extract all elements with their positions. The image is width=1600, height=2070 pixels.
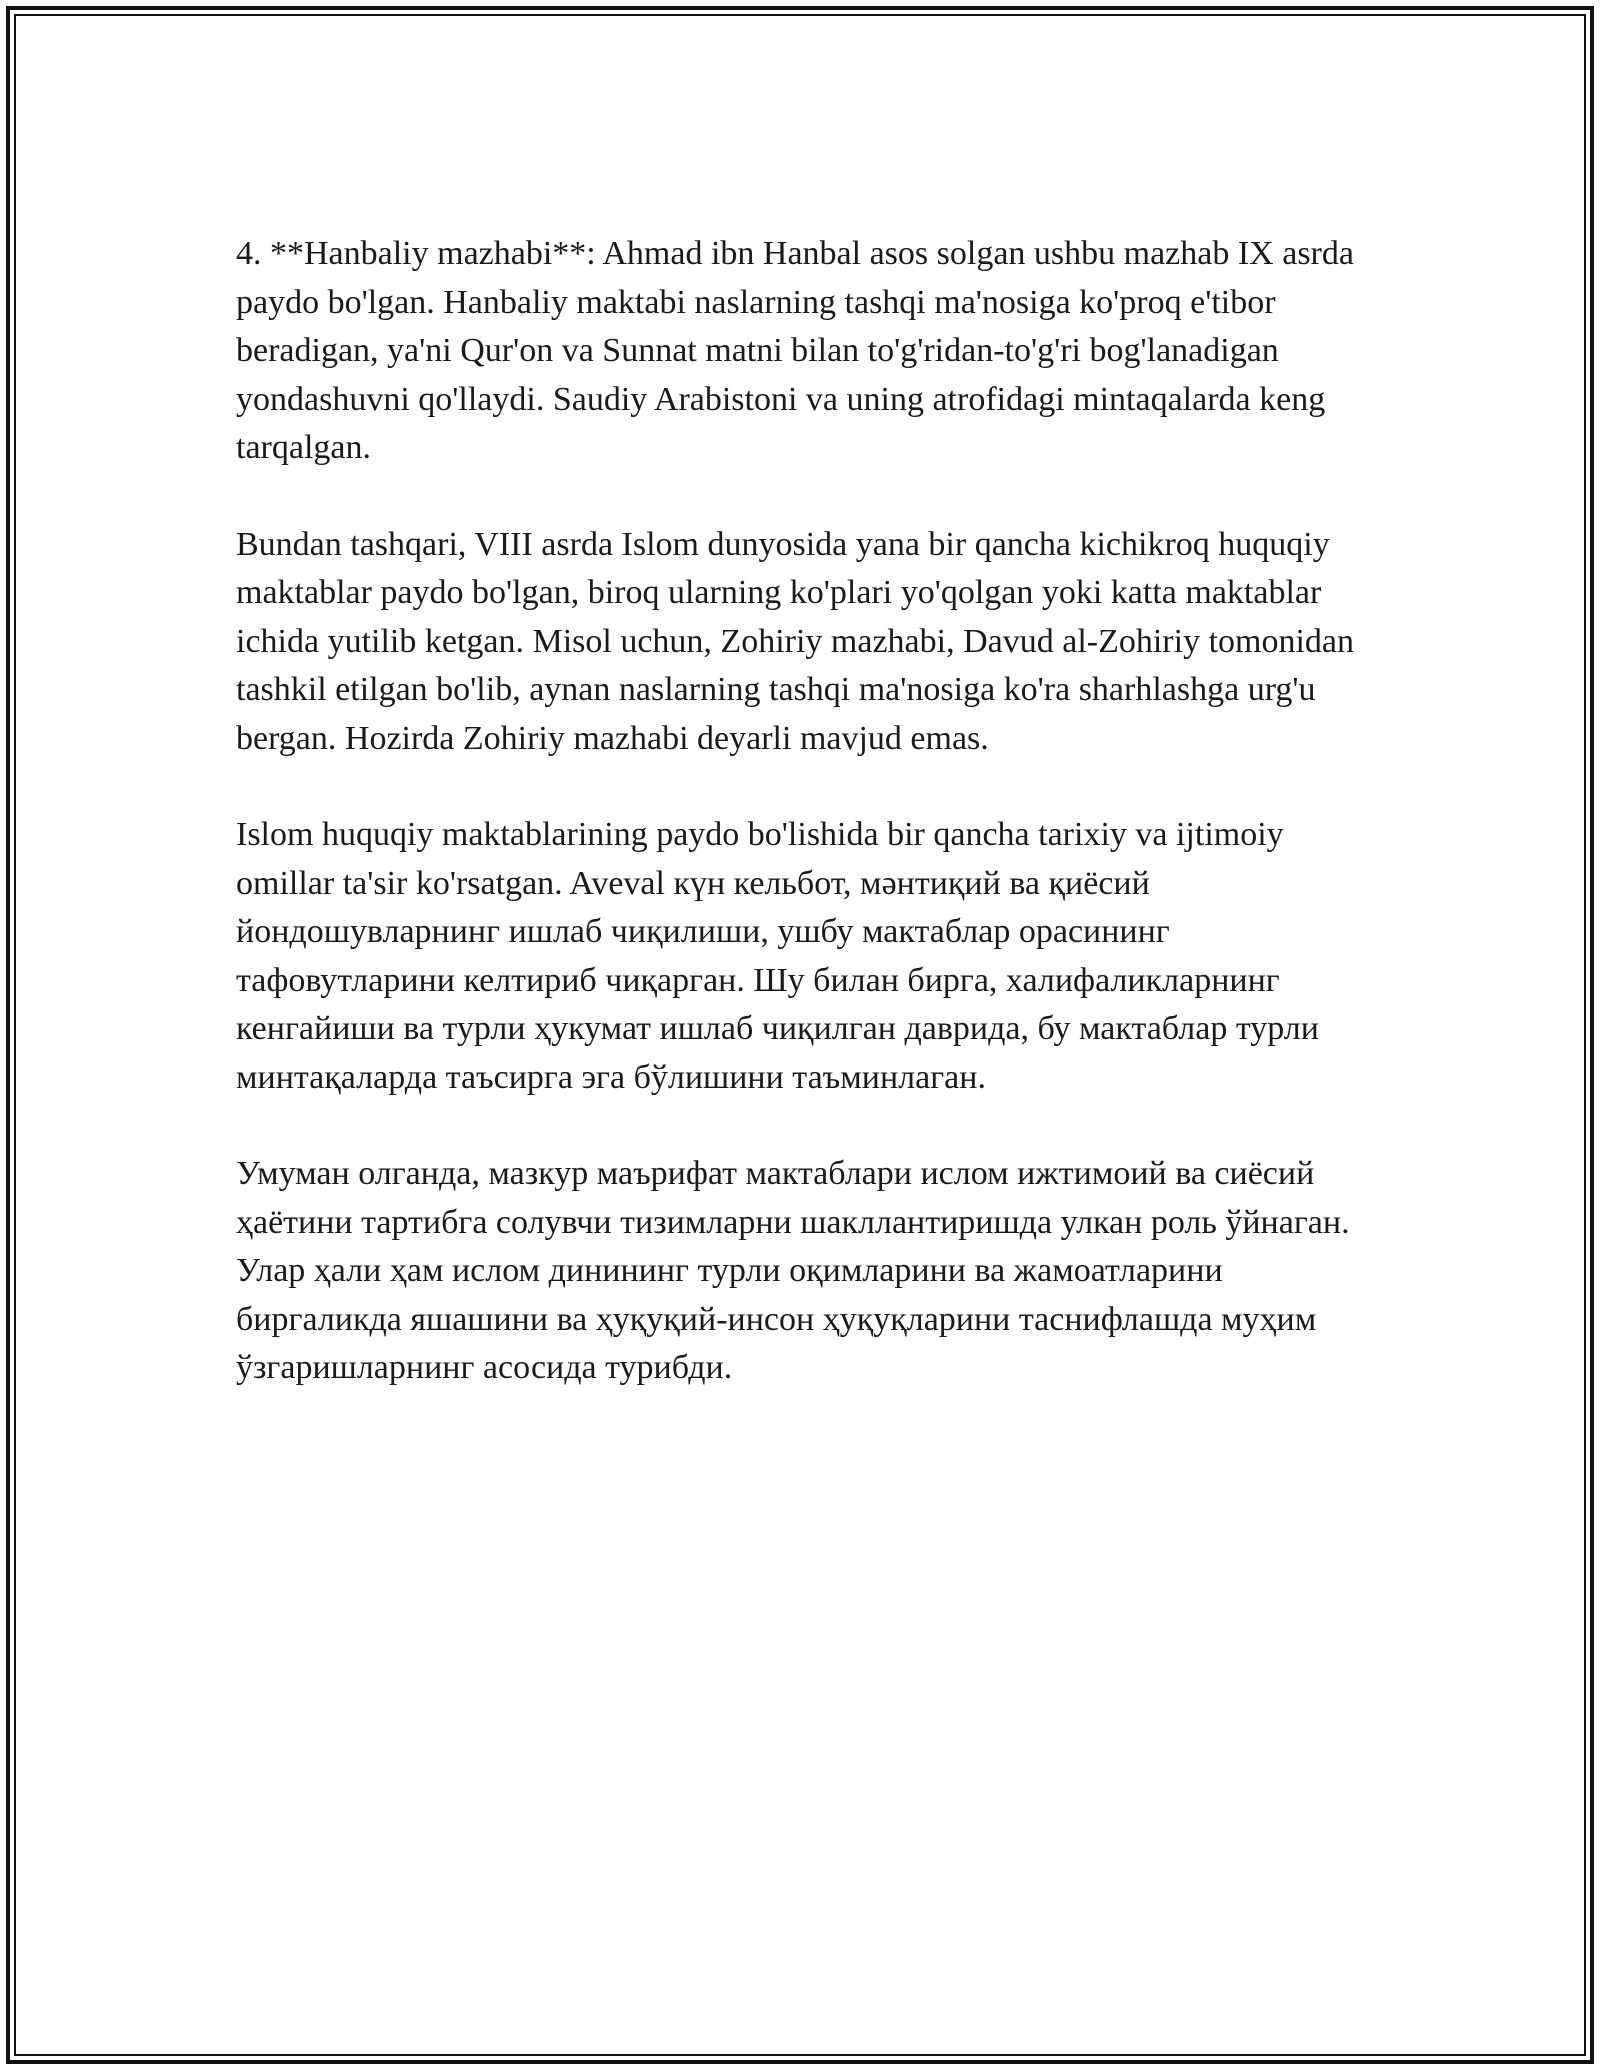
paragraph-hanbali: 4. **Hanbaliy mazhabi**: Ahmad ibn Hanbal asos solgan ushbu mazhab IX asrda paydo bo'lgan. Hanbaliy maktabi naslarning tashqi ma'nosiga ko'proq e'tibor beradigan, ya'ni Qur'on va Sunnat matni bilan to'g'ridan-to'g'ri bog'lanadigan yondashuvni qo'llaydi. Saudiy Arabistoni va uning atrofidagi mintaqalarda keng tarqalgan.: [236, 235, 1354, 466]
paragraph-conclusion: Умуман олганда, мазкур маърифат мактаблари ислом ижтимоий ва сиёсий ҳаётини тартибга солувчи тизимларни шакллантиришда улкан роль ўйнаган. Улар ҳали ҳам ислом динининг турли оқимларини ва жамоатларини биргаликда яшашини ва ҳуқуқий-инсон ҳуқуқларини таснифлашда муҳим ўзгаришларнинг асосида турибди.: [236, 1155, 1350, 1386]
paragraph-smaller-schools: Bundan tashqari, VIII asrda Islom dunyosida yana bir qancha kichikroq huquqiy maktablar paydo bo'lgan, biroq ularning ko'plari yo'qolgan yoki katta maktablar ichida yutilib ketgan. Misol uchun, Zohiriy mazhabi, Davud al-Zohiriy tomonidan tashkil etilgan bo'lib, aynan naslarning tashqi ma'nosiga ko'ra sharhlashga urg'u bergan. Hozirda Zohiriy mazhabi deyarli mavjud emas.: [236, 525, 1354, 757]
paragraph-historical-factors: Islom huquqiy maktablarining paydo bo'lishida bir qancha tarixiy va ijtimoiy omillar ta'sir ko'rsatgan. Aveval күн кельбот, мәнтиқий ва қиёсий йондошувларнинг ишлаб чиқилиши, ушбу мактаблар орасининг тафовутларини келтириб чиқарган. Шу билан бирга, халифаликларнинг кенгайиши ва турли ҳукумат ишлаб чиқилган даврида, бу мактаблар турли минтақаларда таъсирга эга бўлишини таъминлаган.: [236, 816, 1319, 1096]
document-body: [236, 230, 1376, 1441]
